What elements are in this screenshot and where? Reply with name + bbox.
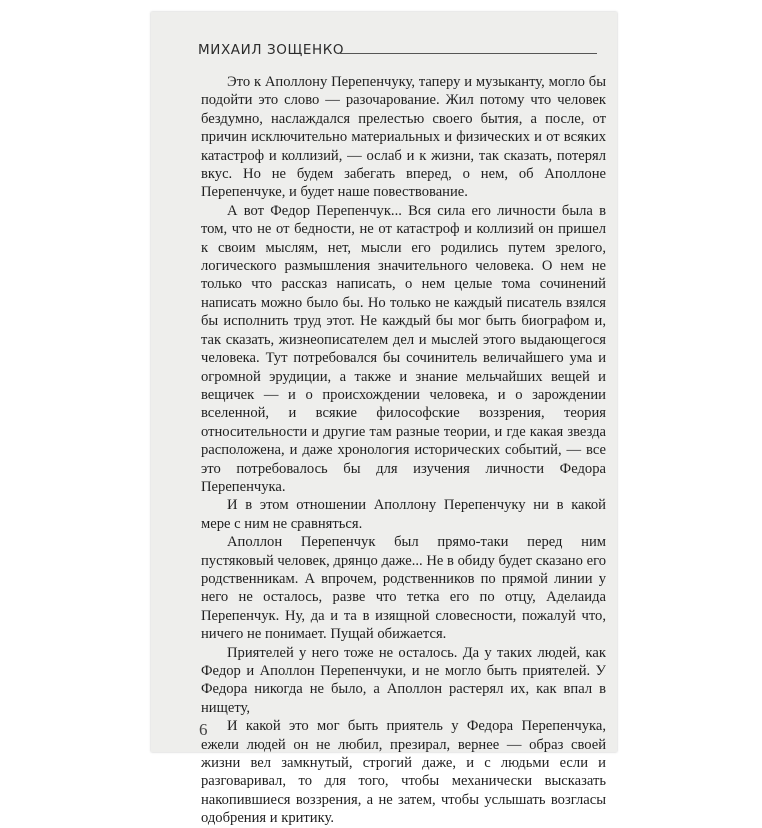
running-head-author: МИХАИЛ ЗОЩЕНКО	[198, 42, 345, 58]
page-body	[201, 73, 606, 828]
paragraph: И какой это мог быть приятель у Федора Перепенчука, ежели людей он не любил, презирал, вернее — образ своей жизни вел замкнутый, строгий даже, и с людьми если и разговаривал, то для того, чтобы механически высказать накопившиеся воззрения, а не затем, чтобы услышать возгласы одобрения и критику.	[201, 718, 606, 827]
header-rule	[340, 53, 597, 54]
paragraph: Аполлон Перепенчук был прямо-таки перед ним пустяковый человек, дрянцо даже... Не в обиду будет сказано его родственникам. А впрочем, родственников по прямой линии у него не осталось, разве что тетка его по отцу, Аделаида Перепенчук. Ну, да и та в изящной словесности, пожалуй что, ничего не понимает. Пущай обижается.	[201, 534, 606, 643]
page-number: 6	[199, 720, 208, 739]
paragraph: А вот Федор Перепенчук... Вся сила его личности была в том, что не от бедности, не от катастроф и коллизий он пришел к своим мыслям, нет, мысли его родились путем зрелого, логического размышления значительного человека. О нем не только что рассказ написать, о нем целые тома сочинений написать можно было бы. Но только не каждый писатель взялся бы исполнить труд этот. Не каждый бы мог быть биографом и, так сказать, жизнеописателем дел и мыслей этого выдающегося человека. Тут потребовался бы сочинитель величайшего ума и огромной эрудиции, а также и знание мельчайших вещей и вещичек — и о происхождении человека, и о зарождении вселенной, и всякие философские воззрения, теория относительности и другие там разные теории, и где какая звезда расположена, и даже хронология исторических событий, — все это потребовалось бы для изучения личности Федора Перепенчука.	[201, 202, 606, 495]
paragraph: Это к Аполлону Перепенчуку, таперу и музыканту, могло бы подойти это слово — разочарование. Жил потому что человек бездумно, наслаждался прелестью своего бытия, а после, от причин исключительно материальных и физических и от всяких катастроф и коллизий, — ослаб и к жизни, так сказать, потерял вкус. Но не будем забегать вперед, о нем, об Аполлоне Перепенчуке, и будет наше повествование.	[201, 74, 606, 201]
paragraph: Приятелей у него тоже не осталось. Да у таких людей, как Федор и Аполлон Перепенчуки, и не могло быть приятелей. У Федора никогда не было, а Аполлон растерял их, как впал в нищету,	[201, 644, 606, 716]
book-page	[151, 12, 617, 827]
paragraph: И в этом отношении Аполлону Перепенчуку ни в какой мере с ним не сравняться.	[201, 497, 606, 532]
running-header	[198, 42, 597, 62]
